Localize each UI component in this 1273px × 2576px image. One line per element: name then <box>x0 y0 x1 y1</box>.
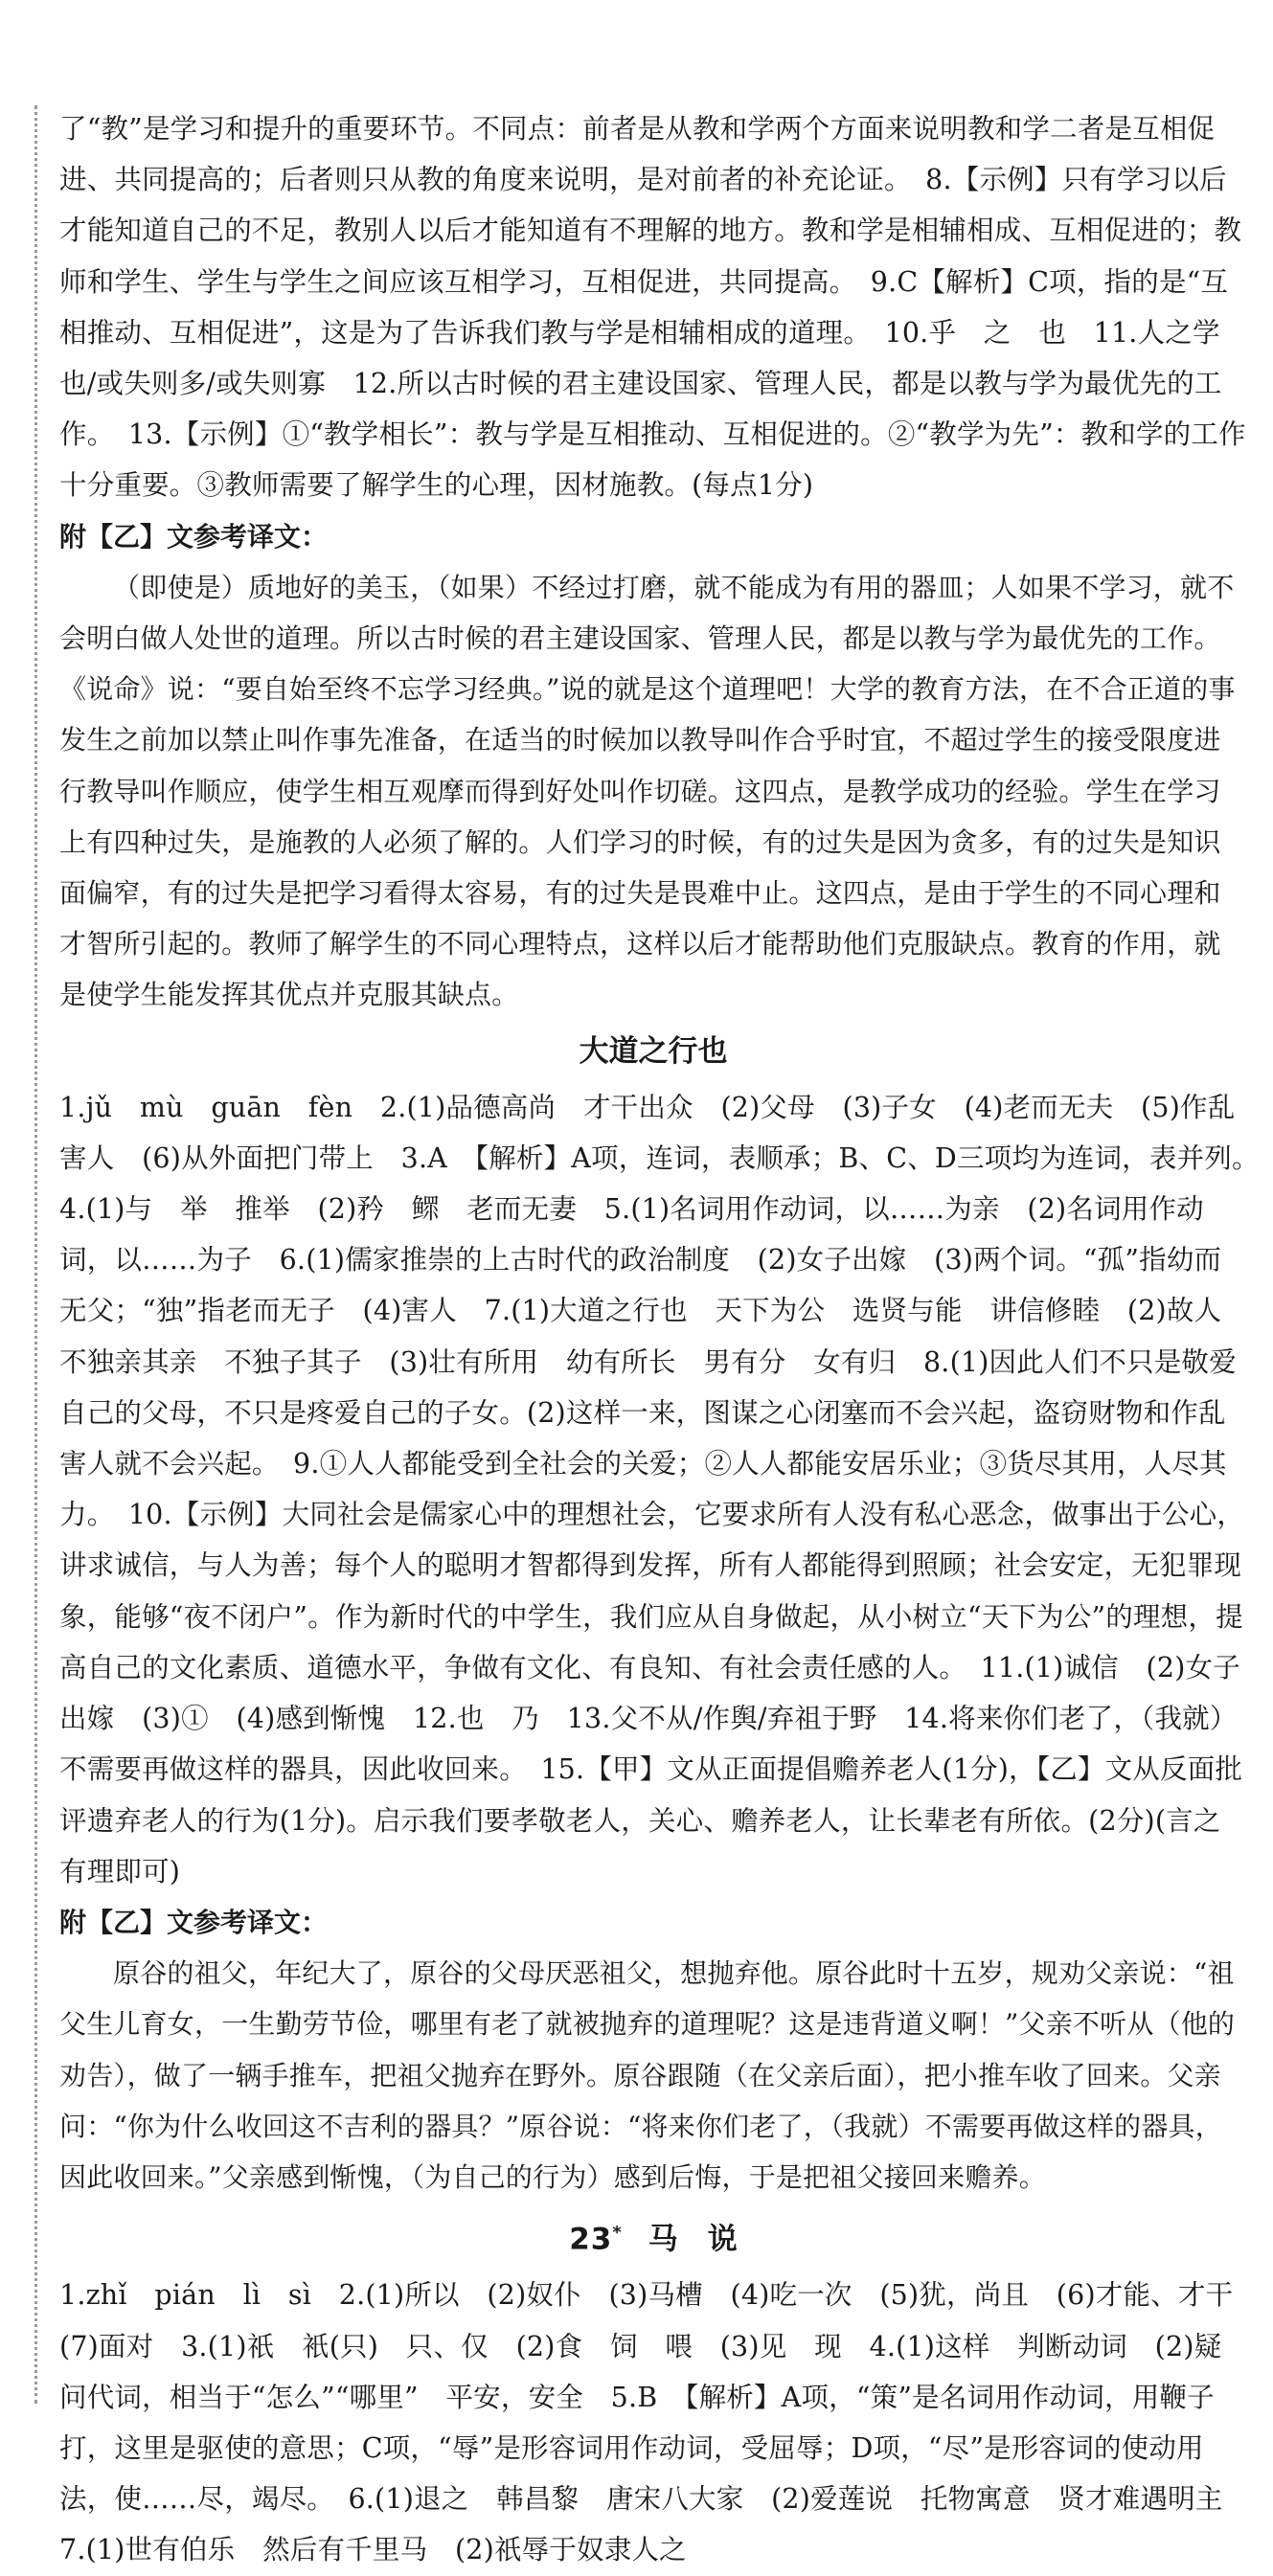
section-answers <box>59 1082 1273 1897</box>
section-title <box>59 2203 1247 2270</box>
translation-block <box>59 562 1247 1021</box>
translation-paragraph: 原谷的祖父，年纪大了，原谷的父母厌恶祖父，想抛弃他。原谷此时十五岁，规劝父亲说：“祖父生儿育女，一生勤劳节俭，哪里有老了就被抛弃的道理呢？这是违背道义啊！”父亲不听从（他的劝告），做了一辆手推车，把祖父抛弃在野外。原谷跟随（在父亲后面），把小推车收了回来。父亲问：“你为什么收回这不吉利的器具？”原谷说：“将来你们老了，（我就）不需要再做这样的器具，因此收回来。”父亲感到惭愧，（为自己的行为）感到后悔，于是把祖父接回来赡养。 <box>59 1957 1236 2193</box>
translation-block <box>59 1948 1247 2203</box>
section-title: 大道之行也 <box>579 1033 728 1069</box>
answer-page <box>59 103 1273 2576</box>
translation-header: 附【乙】文参考译文： <box>59 1906 329 1938</box>
translation-paragraph: （即使是）质地好的美玉，（如果）不经过打磨，就不能成为有用的器皿；人如果不学习，就不会明白做人处世的道理。所以古时候的君主建设国家、管理人民，都是以教与学为最优先的工作。《说命》说：“要自始至终不忘学习经典。”说的就是这个道理吧！大学的教育方法，在不合正道的事发生之前加以禁止叫作事先准备，在适当的时候加以教导叫作合乎时宜，不超过学生的接受限度进行教导叫作顺应，使学生相互观摩而得到好处叫作切磋。这四点，是教学成功的经验。学生在学习上有四种过失，是施教的人必须了解的。人们学习的时候，有的过失是因为贪多，有的过失是知识面偏窄，有的过失是把学习看得太容易，有的过失是畏难中止。这四点，是由于学生的不同心理和才智所引起的。教师了解学生的不同心理特点，这样以后才能帮助他们克服缺点。教育的作用，就是使学生能发挥其优点并克服其缺点。 <box>59 571 1236 1011</box>
self-study-mark: * <box>612 2223 622 2244</box>
lesson-title: 马 说 <box>648 2222 738 2257</box>
translation-header: 附【乙】文参考译文： <box>59 520 329 553</box>
answer-paragraph: 了“教”是学习和提升的重要环节。不同点：前者是从教和学两个方面来说明教和学二者是互相促进、共同提高的；后者则只从教的角度来说明，是对前者的补充论证。 8.【示例】只有学习以后才能知道自己的不足，教别人以后才能知道有不理解的地方。教和学是相辅相成、互相促进的；教师和学生、学生与学生之间应该互相学习，互相促进，共同提高。 9.C【解析】C项，指的是“互相推动、互相促进”，这是为了告诉我们教与学是相辅相成的道理。 10.乎 之 也 11.人之学也/或失则多/或失则寡 12.所以古时候的君主建设国家、管理人民，都是以教与学为最优先的工作。 13.【示例】①“教学相长”：教与学是互相推动、互相促进的。②“教学为先”：教和学的工作十分重要。③教师需要了解学生的心理，因材施教。(每点1分) <box>59 113 1246 502</box>
answer-paragraph: 1.jǔ mù guān fèn 2.(1)品德高尚 才干出众 (2)父母 (3)子女 (4)老而无夫 (5)作乱害人 (6)从外面把门带上 3.A 【解析】A项，连词，表顺承；B、C、D三项均为连词，表并列。 4.(1)与 举 推举 (2)矜 鳏 老而无妻 5.(1)名词用作动词，以……为亲 (2)名词用作动词，以……为子 6.(1)儒家推崇的上古时代的政治制度 (2)女子出嫁 (3)两个词。“孤”指幼而无父；“独”指老而无子 (4)害人 7.(1)大道之行也 天下为公 选贤与能 讲信修睦 (2)故人不独亲其亲 不独子其子 (3)壮有所用 幼有所长 男有分 女有归 8.(1)因此人们不只是敬爱自己的父母，不只是疼爱自己的子女。(2)这样一来，图谋之心闭塞而不会兴起，盗窃财物和作乱害人就不会兴起。 9.①人人都能受到全社会的关爱；②人人都能安居乐业；③货尽其用，人尽其力。 10.【示例】大同社会是儒家心中的理想社会，它要求所有人没有私心恶念，做事出于公心，讲求诚信，与人为善；每个人的聪明才智都得到发挥，所有人都能得到照顾；社会安定，无犯罪现象，能够“夜不闭户”。作为新时代的中学生，我们应从自身做起，从小树立“天下为公”的理想，提高自己的文化素质、道德水平，争做有文化、有良知、有社会责任感的人。 11.(1)诚信 (2)女子出嫁 (3)① (4)感到惭愧 12.也 乃 13.父不从/作舆/弃祖于野 14.将来你们老了，（我就）不需要再做这样的器具，因此收回来。 15.【甲】文从正面提倡赡养老人(1分)，【乙】文从反面批评遗弃老人的行为(1分)。启示我们要孝敬老人，关心、赡养老人，让长辈老有所依。(2分)(言之有理即可) <box>59 1091 1273 1887</box>
lesson-number: 23 <box>569 2222 613 2257</box>
section-answers <box>59 2270 1261 2575</box>
section-prev-answers <box>59 103 1247 511</box>
margin-dotted-line <box>34 105 37 2404</box>
answer-paragraph: 1.zhǐ pián lì sì 2.(1)所以 (2)奴仆 (3)马槽 (4)吃一次 (5)犹，尚且 (6)才能、才干 (7)面对 3.(1)祇 衹(只) 只、仅 (2)食 饲 喂 (3)见 现 4.(1)这样 判断动词 (2)疑问代词，相当于“怎么”“哪里” 平安，安全 5.B 【解析】A项，“策”是名词用作动词，用鞭子打，这里是驱使的意思；C项，“辱”是形容词用作动词，受屈辱；D项，“尽”是形容词的使动用法，使……尽，竭尽。 6.(1)退之 韩昌黎 唐宋八大家 (2)爱莲说 托物寓意 贤才难遇明主 7.(1)世有伯乐 然后有千里马 (2)祇辱于奴隶人之 <box>59 2279 1261 2566</box>
